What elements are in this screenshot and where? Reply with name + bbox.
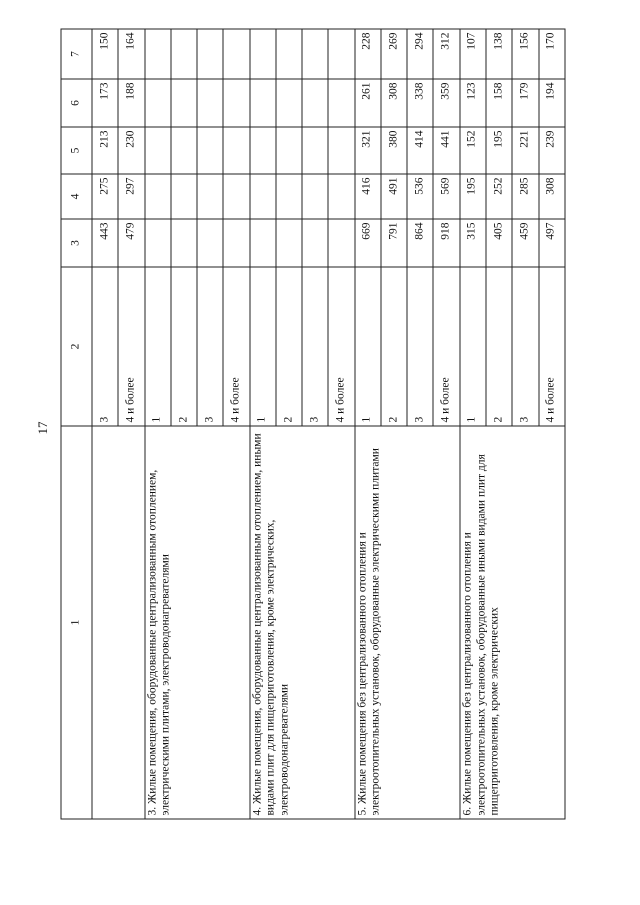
value-cell: 138 — [486, 29, 512, 79]
value-cell: 312 — [433, 29, 459, 79]
value-cell: 414 — [407, 127, 433, 174]
value-cell: 416 — [355, 174, 381, 219]
column-header-3: 3 — [61, 219, 92, 267]
value-cell — [171, 219, 197, 267]
value-cell — [276, 219, 302, 267]
value-cell: 188 — [118, 79, 144, 127]
rooms-count-cell: 4 и более — [539, 267, 565, 426]
table-row — [145, 29, 171, 819]
value-cell: 294 — [407, 29, 433, 79]
value-cell: 158 — [486, 79, 512, 127]
column-header-7: 7 — [61, 29, 92, 79]
value-cell — [250, 219, 276, 267]
rooms-count-cell: 3 — [407, 267, 433, 426]
table-row — [92, 29, 118, 819]
value-cell — [328, 79, 354, 127]
value-cell: 239 — [539, 127, 565, 174]
value-cell — [223, 219, 249, 267]
column-header-2: 2 — [61, 267, 92, 426]
value-cell — [171, 79, 197, 127]
value-cell — [197, 127, 223, 174]
value-cell — [223, 29, 249, 79]
value-cell: 459 — [512, 219, 538, 267]
page-number: 17 — [35, 421, 50, 435]
value-cell: 170 — [539, 29, 565, 79]
value-cell: 669 — [355, 219, 381, 267]
value-cell: 164 — [118, 29, 144, 79]
value-cell: 308 — [539, 174, 565, 219]
table-body — [92, 29, 565, 819]
value-cell — [197, 219, 223, 267]
value-cell — [223, 174, 249, 219]
value-cell — [328, 127, 354, 174]
value-cell: 194 — [539, 79, 565, 127]
value-cell — [250, 29, 276, 79]
table-row — [250, 29, 276, 819]
value-cell: 297 — [118, 174, 144, 219]
section-title — [92, 426, 145, 819]
value-cell — [302, 29, 328, 79]
value-cell — [276, 29, 302, 79]
value-cell — [250, 174, 276, 219]
rooms-count-cell: 4 и более — [433, 267, 459, 426]
value-cell: 380 — [381, 127, 407, 174]
value-cell: 123 — [460, 79, 486, 127]
section-title: 4. Жилые помещения, оборудованные централизованным отоплением, иными видами плит для пищеприготовления, кроме электрических, электроводонагревателями — [250, 426, 355, 819]
value-cell — [302, 219, 328, 267]
value-cell — [276, 127, 302, 174]
value-cell — [276, 79, 302, 127]
column-header-4: 4 — [61, 174, 92, 219]
value-cell: 213 — [92, 127, 118, 174]
value-cell — [171, 29, 197, 79]
rooms-count-cell: 4 и более — [118, 267, 144, 426]
value-cell: 308 — [381, 79, 407, 127]
rooms-count-cell: 3 — [302, 267, 328, 426]
rooms-count-cell: 2 — [171, 267, 197, 426]
column-header-6: 6 — [61, 79, 92, 127]
value-cell: 441 — [433, 127, 459, 174]
value-cell — [197, 79, 223, 127]
value-cell: 569 — [433, 174, 459, 219]
rotated-table-wrapper — [61, 30, 566, 820]
rooms-count-cell: 1 — [145, 267, 171, 426]
value-cell — [328, 219, 354, 267]
value-cell — [302, 174, 328, 219]
value-cell: 918 — [433, 219, 459, 267]
table-row — [460, 29, 486, 819]
tariff-table — [61, 29, 566, 820]
value-cell: 864 — [407, 219, 433, 267]
value-cell: 252 — [486, 174, 512, 219]
value-cell: 443 — [92, 219, 118, 267]
value-cell: 791 — [381, 219, 407, 267]
value-cell — [145, 127, 171, 174]
value-cell: 491 — [381, 174, 407, 219]
value-cell — [328, 29, 354, 79]
value-cell: 221 — [512, 127, 538, 174]
section-title: 5. Жилые помещения без централизованного отопления и электроотопительных установок, оборудованные электрическими плитами — [355, 426, 460, 819]
value-cell — [302, 79, 328, 127]
value-cell: 359 — [433, 79, 459, 127]
value-cell: 173 — [92, 79, 118, 127]
value-cell: 152 — [460, 127, 486, 174]
rooms-count-cell: 4 и более — [328, 267, 354, 426]
value-cell: 107 — [460, 29, 486, 79]
rooms-count-cell: 1 — [250, 267, 276, 426]
value-cell: 228 — [355, 29, 381, 79]
value-cell: 150 — [92, 29, 118, 79]
value-cell: 497 — [539, 219, 565, 267]
value-cell: 536 — [407, 174, 433, 219]
rooms-count-cell: 1 — [460, 267, 486, 426]
value-cell: 230 — [118, 127, 144, 174]
value-cell: 275 — [92, 174, 118, 219]
value-cell: 179 — [512, 79, 538, 127]
value-cell: 479 — [118, 219, 144, 267]
value-cell — [145, 174, 171, 219]
value-cell: 338 — [407, 79, 433, 127]
value-cell: 315 — [460, 219, 486, 267]
value-cell: 195 — [486, 127, 512, 174]
value-cell — [171, 127, 197, 174]
value-cell — [197, 174, 223, 219]
rooms-count-cell: 3 — [92, 267, 118, 426]
section-title: 3. Жилые помещения, оборудованные централизованным отоплением, электрическими плитами, электроводонагревателями — [145, 426, 250, 819]
value-cell: 405 — [486, 219, 512, 267]
value-cell — [328, 174, 354, 219]
value-cell: 156 — [512, 29, 538, 79]
value-cell: 269 — [381, 29, 407, 79]
value-cell: 261 — [355, 79, 381, 127]
rooms-count-cell: 1 — [355, 267, 381, 426]
value-cell — [250, 127, 276, 174]
value-cell: 285 — [512, 174, 538, 219]
value-cell: 195 — [460, 174, 486, 219]
value-cell — [223, 127, 249, 174]
rooms-count-cell: 3 — [197, 267, 223, 426]
rooms-count-cell: 2 — [276, 267, 302, 426]
value-cell: 321 — [355, 127, 381, 174]
column-header-5: 5 — [61, 127, 92, 174]
rooms-count-cell: 2 — [381, 267, 407, 426]
value-cell — [145, 29, 171, 79]
value-cell — [197, 29, 223, 79]
rooms-count-cell: 3 — [512, 267, 538, 426]
rooms-count-cell: 2 — [486, 267, 512, 426]
column-header-1: 1 — [61, 426, 92, 819]
value-cell — [250, 79, 276, 127]
section-title: 6. Жилые помещения без централизованного отопления и электроотопительных установок, оборудованные иными видами плит для пищеприготовления, кроме электрических — [460, 426, 565, 819]
value-cell — [302, 127, 328, 174]
value-cell — [145, 219, 171, 267]
header-row — [61, 29, 92, 819]
table-row — [355, 29, 381, 819]
value-cell — [171, 174, 197, 219]
value-cell — [276, 174, 302, 219]
rooms-count-cell: 4 и более — [223, 267, 249, 426]
value-cell — [223, 79, 249, 127]
value-cell — [145, 79, 171, 127]
